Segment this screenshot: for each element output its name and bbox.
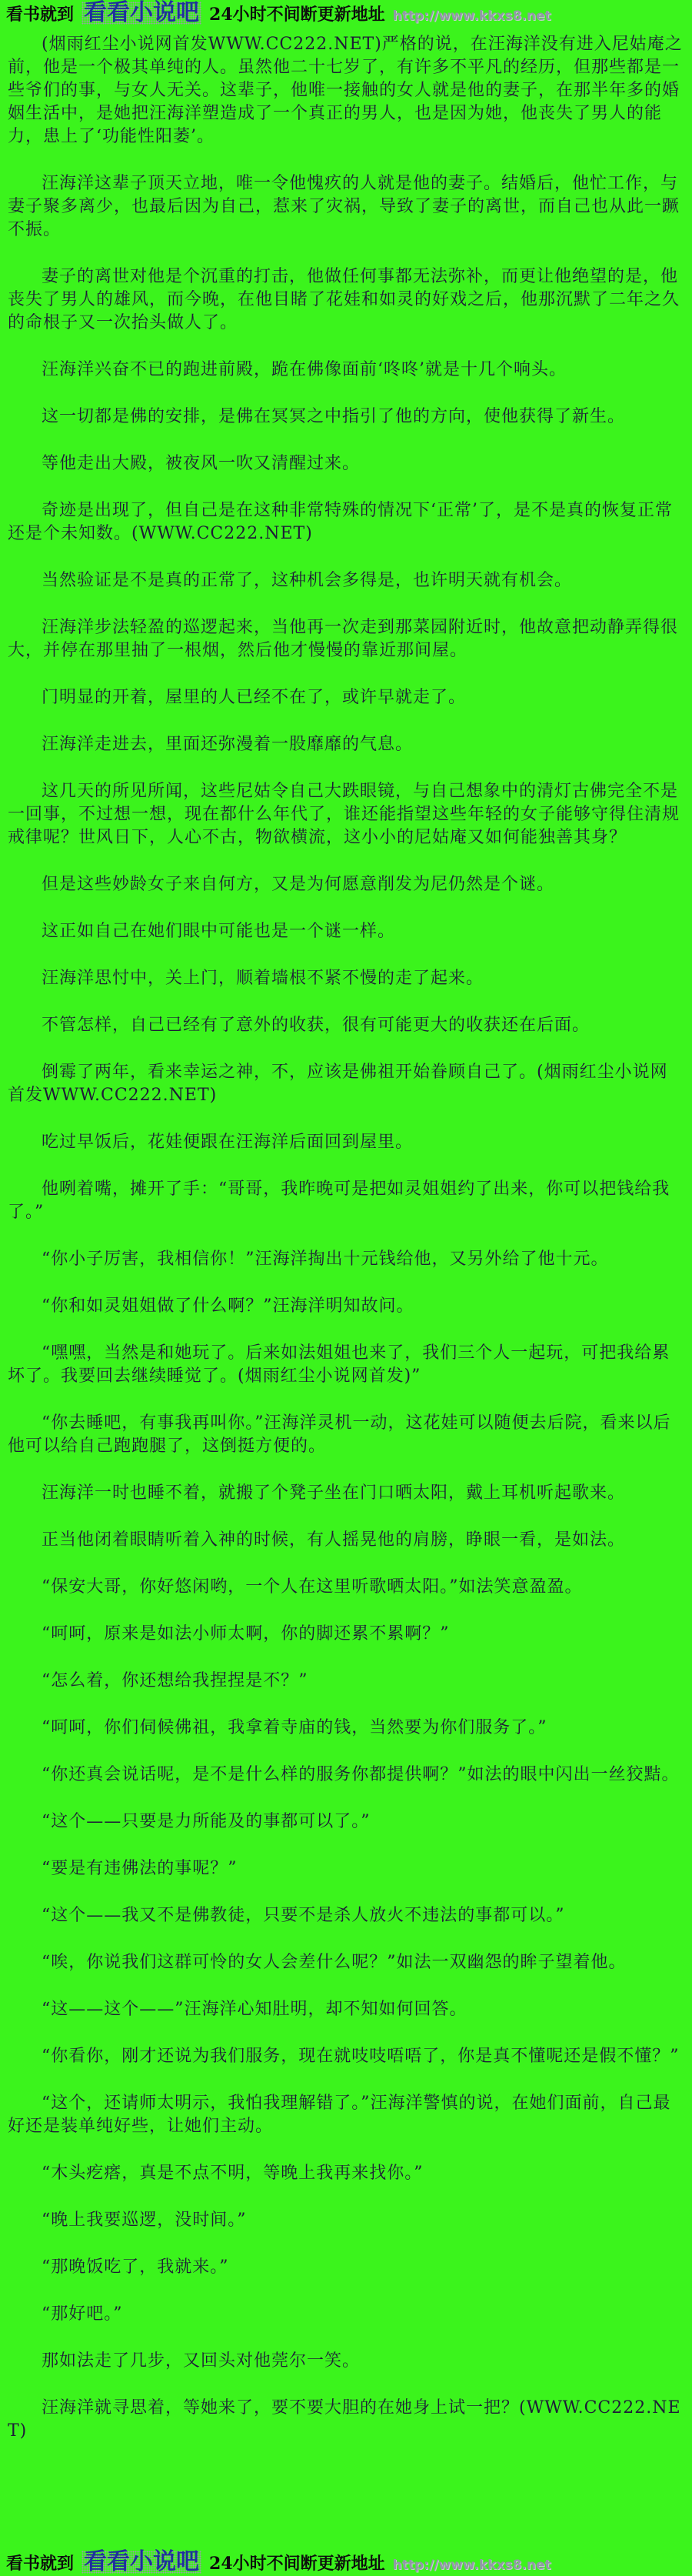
paragraph: 奇迹是出现了，但自己是在这种非常特殊的情况下‘正常’了，是不是真的恢复正常还是个未知数。(WWW.CC222.NET) <box>8 501 673 543</box>
paragraph: “保安大哥，你好悠闲哟，一个人在这里听歌晒太阳。”如法笑意盈盈。 <box>42 1577 583 1597</box>
paragraph: 汪海洋就寻思着，等她来了，要不要大胆的在她身上试一把？(WWW.CC222.NET) <box>8 2398 681 2441</box>
paragraph: 汪海洋走进去，里面还弥漫着一股靡靡的气息。 <box>42 735 414 754</box>
paragraph: “晚上我要巡逻，没时间。” <box>42 2211 247 2230</box>
paragraph: 正当他闭着眼睛听着入神的时候，有人摇晃他的肩膀，睁眼一看，是如法。 <box>42 1530 626 1550</box>
paragraph: 吃过早饭后，花娃便跟在汪海洋后面回到屋里。 <box>42 1133 414 1152</box>
paragraph: 汪海洋一时也睡不着，就搬了个凳子坐在门口晒太阳，戴上耳机听起歌来。 <box>42 1483 626 1503</box>
paragraph: (烟雨红尘小说网首发WWW.CC222.NET)严格的说，在汪海洋没有进入尼姑庵之前，他是一个极其单纯的人。虽然他二十七岁了，有许多不平凡的经历，但那些都是一些爷们的事，与女人无关。这辈子，他唯一接触的女人就是他的妻子，在那半年多的婚姻生活中，是她把汪海洋塑造成了一个真正的男人，也是因为她，他丧失了男人的能力，患上了‘功能性阳萎’。 <box>8 35 683 146</box>
paragraph: 但是这些妙龄女子来自何方，又是为何愿意削发为尼仍然是个谜。 <box>42 875 555 894</box>
banner-prefix-text: 看书就到 <box>6 5 75 25</box>
header-banner <box>0 0 692 27</box>
paragraph: 等他走出大殿，被夜风一吹又清醒过来。 <box>42 454 361 473</box>
paragraph: 妻子的离世对他是个沉重的打击，他做任何事都无法弥补，而更让他绝望的是，他丧失了男人的雄风，而今晚，在他目睹了花娃和如灵的好戏之后，他那沉默了二年之久的命根子又一次抬头做人了。 <box>8 267 680 332</box>
banner-update-text: 24小时不间断更新地址 <box>209 2554 385 2574</box>
paragraph: “呵呵，你们伺候佛祖，我拿着寺庙的钱，当然要为你们服务了。” <box>42 1718 547 1737</box>
chapter-text <box>0 27 692 2549</box>
paragraph: 汪海洋步法轻盈的巡逻起来，当他再一次走到那菜园附近时，他故意把动静弄得很大，并停在那里抽了一根烟，然后他才慢慢的靠近那间屋。 <box>8 618 679 660</box>
paragraph: 汪海洋兴奋不已的跑进前殿，跪在佛像面前‘咚咚’就是十几个响头。 <box>42 360 567 379</box>
paragraph: “你和如灵姐姐做了什么啊？”汪海洋明知故问。 <box>42 1296 414 1316</box>
paragraph: “这个——只要是力所能及的事都可以了。” <box>42 1812 371 1831</box>
paragraph: 他咧着嘴，摊开了手：“哥哥，我昨晚可是把如灵姐姐约了出来，你可以把钱给我了。” <box>8 1180 670 1222</box>
paragraph: 当然验证是不是真的正常了，这种机会多得是，也许明天就有机会。 <box>42 571 573 590</box>
paragraph: 这正如自己在她们眼中可能也是一个谜一样。 <box>42 922 396 941</box>
site-url-link[interactable]: http://www.kkxs8.net <box>392 8 551 24</box>
site-name-link[interactable]: 看看小说吧 <box>82 2 201 25</box>
paragraph: “木头疙瘩，真是不点不明，等晚上我再来找你。” <box>42 2164 424 2183</box>
paragraph: “要是有违佛法的事呢？” <box>42 1859 238 1878</box>
paragraph: 汪海洋思忖中，关上门，顺着墙根不紧不慢的走了起来。 <box>42 969 484 988</box>
footer-banner <box>0 2549 692 2576</box>
paragraph: “你去睡吧，有事我再叫你。”汪海洋灵机一动，这花娃可以随便去后院，看来以后他可以给自己跑跑腿了，这倒挺方便的。 <box>8 1413 671 1456</box>
paragraph: 汪海洋这辈子顶天立地，唯一令他愧疚的人就是他的妻子。结婚后，他忙工作，与妻子聚多离少，也最后因为自己，惹来了灾祸，导致了妻子的离世，而自己也从此一蹶不振。 <box>8 174 680 239</box>
paragraph: “唉，你说我们这群可怜的女人会差什么呢？”如法一双幽怨的眸子望着他。 <box>42 1953 627 1972</box>
paragraph: 这一切都是佛的安排，是佛在冥冥之中指引了他的方向，使他获得了新生。 <box>42 407 626 426</box>
paragraph: “这个——我又不是佛教徒，只要不是杀人放火不违法的事都可以。” <box>42 1906 565 1925</box>
banner-prefix-text: 看书就到 <box>6 2554 75 2574</box>
banner-update-text: 24小时不间断更新地址 <box>209 5 385 25</box>
paragraph: “这——这个——”汪海洋心知肚明，却不知如何回答。 <box>42 2000 467 2019</box>
site-url-link[interactable]: http://www.kkxs8.net <box>392 2558 551 2573</box>
paragraph: 倒霉了两年，看来幸运之神，不，应该是佛祖开始眷顾自己了。(烟雨红尘小说网首发WWW.CC222.NET) <box>8 1063 668 1105</box>
paragraph: “呵呵，原来是如法小师太啊，你的脚还累不累啊？” <box>42 1624 450 1643</box>
paragraph: “你还真会说话呢，是不是什么样的服务你都提供啊？”如法的眼中闪出一丝狡黠。 <box>42 1765 680 1784</box>
site-name-link[interactable]: 看看小说吧 <box>82 2551 201 2574</box>
paragraph: “嘿嘿，当然是和她玩了。后来如法姐姐也来了，我们三个人一起玩，可把我给累坏了。我要回去继续睡觉了。(烟雨红尘小说网首发)” <box>8 1343 670 1386</box>
paragraph: “那晚饭吃了，我就来。” <box>42 2257 229 2277</box>
paragraph: 这几天的所见所闻，这些尼姑令自己大跌眼镜，与自己想象中的清灯古佛完全不是一回事，不过想一想，现在都什么年代了，谁还能指望这些年轻的女子能够守得住清规戒律呢？世风日下，人心不古，物欲横流，这小小的尼姑庵又如何能独善其身？ <box>8 782 680 847</box>
paragraph: 不管怎样，自己已经有了意外的收获，很有可能更大的收获还在后面。 <box>42 1016 591 1035</box>
paragraph: “那好吧。” <box>42 2304 123 2324</box>
paragraph: 门明显的开着，屋里的人已经不在了，或许早就走了。 <box>42 688 467 707</box>
paragraph: “这个，还请师太明示，我怕我理解错了。”汪海洋警慎的说，在她们面前，自己最好还是装单纯好些，让她们主动。 <box>8 2094 671 2136</box>
paragraph: “怎么着，你还想给我捏捏是不？” <box>42 1671 308 1690</box>
paragraph: “你看你，刚才还说为我们服务，现在就吱吱唔唔了，你是真不懂呢还是假不懂？” <box>42 2047 680 2066</box>
paragraph: 那如法走了几步，又回头对他莞尔一笑。 <box>42 2351 361 2371</box>
paragraph: “你小子厉害，我相信你！”汪海洋掏出十元钱给他，又另外给了他十元。 <box>42 1250 609 1269</box>
